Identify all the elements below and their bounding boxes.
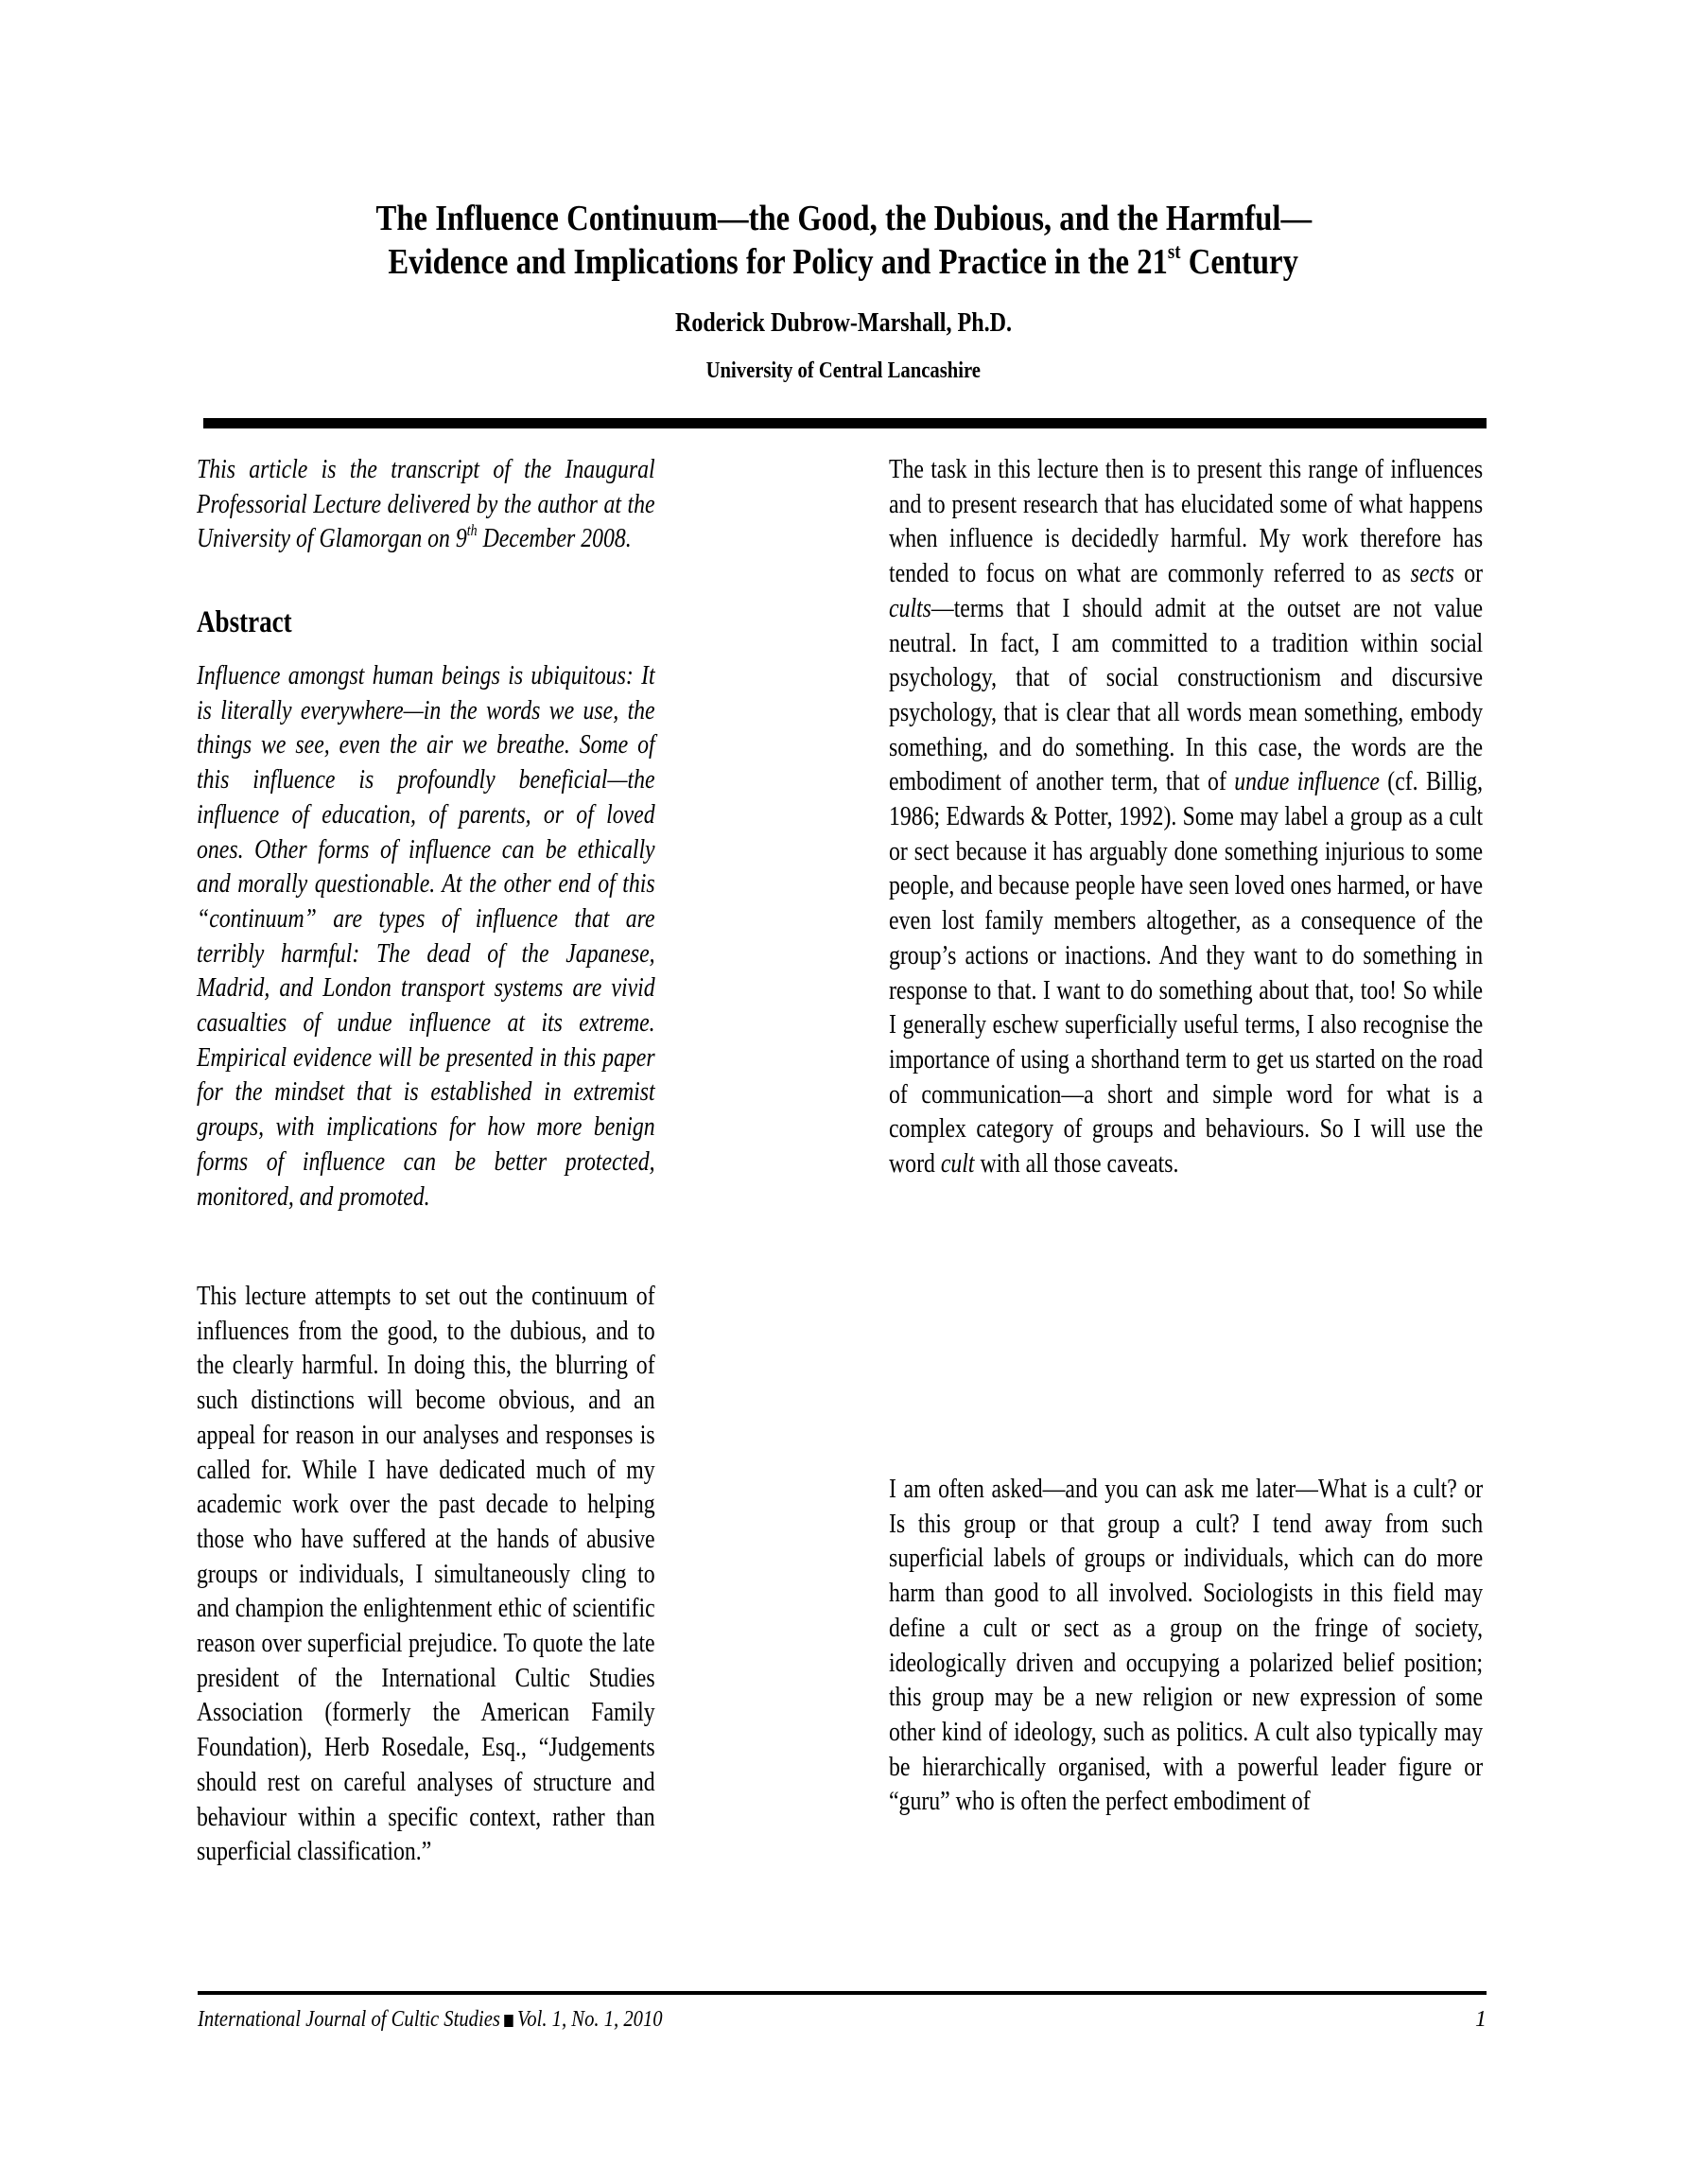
text-run: (cf. Billig, 1986; Edwards & Potter, 1992). Some may label a group as a cult or sect because it has arguably done something injurious to some people, and because people have seen loved ones harmed, or have even lost family members altogether, as a consequence of the group’s actions or inactions. And they want to do something in response to that. I want to do something about that, too! So while I generally eschew superficially useful terms, I also recognise the importance of using a shorthand term to get us started on the road of communication—a short and simple word for what is a complex category of groups and behaviours. So I will use the word [889,766,1484,1179]
title-line-2-text: Evidence and Implications for Policy and Practice in the 21 [388,242,1169,282]
title-line-2 [0,240,1687,284]
text-run: —terms that I should admit at the outset are not value neutral. In fact, I am committed to a tradition within social psychology, that of social constructionism and discursive psychology, that is clear that all words mean something, embody something, and do something. In this case, the words are the embodiment of another term, that of [889,592,1484,797]
affiliation-block [0,357,1687,385]
volume-info: Vol. 1, No. 1, 2010 [516,2007,663,2032]
author-name: Roderick Dubrow-Marshall, Ph.D. [674,308,1013,338]
abstract-heading: Abstract [197,605,292,639]
title-superscript: st [1168,239,1181,263]
right-column-paragraph-2 [889,1472,1483,1819]
emphasis-cults: cults [889,592,931,623]
journal-name: International Journal of Cultic Studies [198,2007,500,2032]
text-run: The task in this lecture then is to present this range of influences and to present research that has elucidated some of what happens when influence is decidedly harmful. My work therefore has tended to focus on what are commonly referred to as [889,454,1484,589]
title-line-1-text: The Influence Continuum—the Good, the Dubious, and the Harmful— [375,199,1312,238]
body-paragraph: This lecture attempts to set out the continuum of influences from the good, to the dubious, and to the clearly harmful. In doing this, the blurring of such distinctions will become obvious, and an appeal for reason in our analyses and responses is called for. While I have dedicated much of my academic work over the past decade to helping those who have suffered at the hands of abusive groups or individuals, I simultaneously cling to and champion the enlightenment ethic of scientific reason over superficial prejudice. To quote the late president of the International Cultic Studies Association (formerly the American Family Foundation), Herb Rosedale, Esq., “Judgements should rest on careful analyses of structure and behaviour within a specific context, rather than superficial classification.” [197,1281,655,1867]
left-column-body [197,1279,655,1869]
left-column-abstract [197,658,655,1214]
emphasis-sects: sects [1410,558,1454,589]
body-paragraph: I am often asked—and you can ask me later—What is a cult? or Is this group or that group a cult? I tend away from such superficial labels of groups or individuals, which can do more harm than good to all involved. Sociologists in this field may define a cult or sect as a group on the fringe of society, ideologically driven and occupying a polarized belief position; this group may be a new religion or new expression of some other kind of ideology, such as politics. A cult also typically may be hierarchically organised, with a powerful leader figure or “guru” who is often the perfect embodiment of [889,1474,1484,1817]
article-title [0,197,1687,284]
square-separator-icon [504,2015,513,2027]
right-column-paragraph-1 [889,452,1483,1181]
note-text-end: December 2008. [477,523,632,554]
note-superscript: th [466,521,478,540]
title-line-1 [0,197,1687,240]
title-line-2-end: Century [1180,242,1299,282]
transcript-note [197,452,655,556]
emphasis-undue-influence: undue influence [1234,766,1380,797]
body-paragraph [889,452,1483,1181]
text-run: or [1453,558,1484,589]
emphasis-cult: cult [940,1148,975,1179]
footer-rule [198,1991,1487,1995]
text-run: with all those caveats. [974,1148,1179,1179]
title-line-2-wrap [389,240,1299,284]
page-number: 1 [1475,2007,1487,2032]
abstract-text: Influence amongst human beings is ubiquitous: It is literally everywhere—in the words we use, the things we see, even the air we breathe. Some of this influence is profoundly beneficial—the influence of education, of parents, or of loved ones. Other forms of influence can be ethically and morally questionable. At the other end of this “continuum” are types of influence that are terribly harmful: The dead of the Japanese, Madrid, and London transport systems are vivid casualties of undue influence at its extreme. Empirical evidence will be presented in this paper for the mindset that is established in extremist groups, with implications for how more benign forms of influence can be better protected, monitored, and promoted. [197,660,655,1212]
author-affiliation: University of Central Lancashire [705,358,982,383]
author-block [0,307,1687,340]
running-footer [198,2005,663,2034]
header-rule [203,418,1487,428]
note-text: This article is the transcript of the Inaugural Professorial Lecture delivered by the author at the University of Glamorgan on 9 [197,454,655,554]
left-column-note [197,452,655,556]
